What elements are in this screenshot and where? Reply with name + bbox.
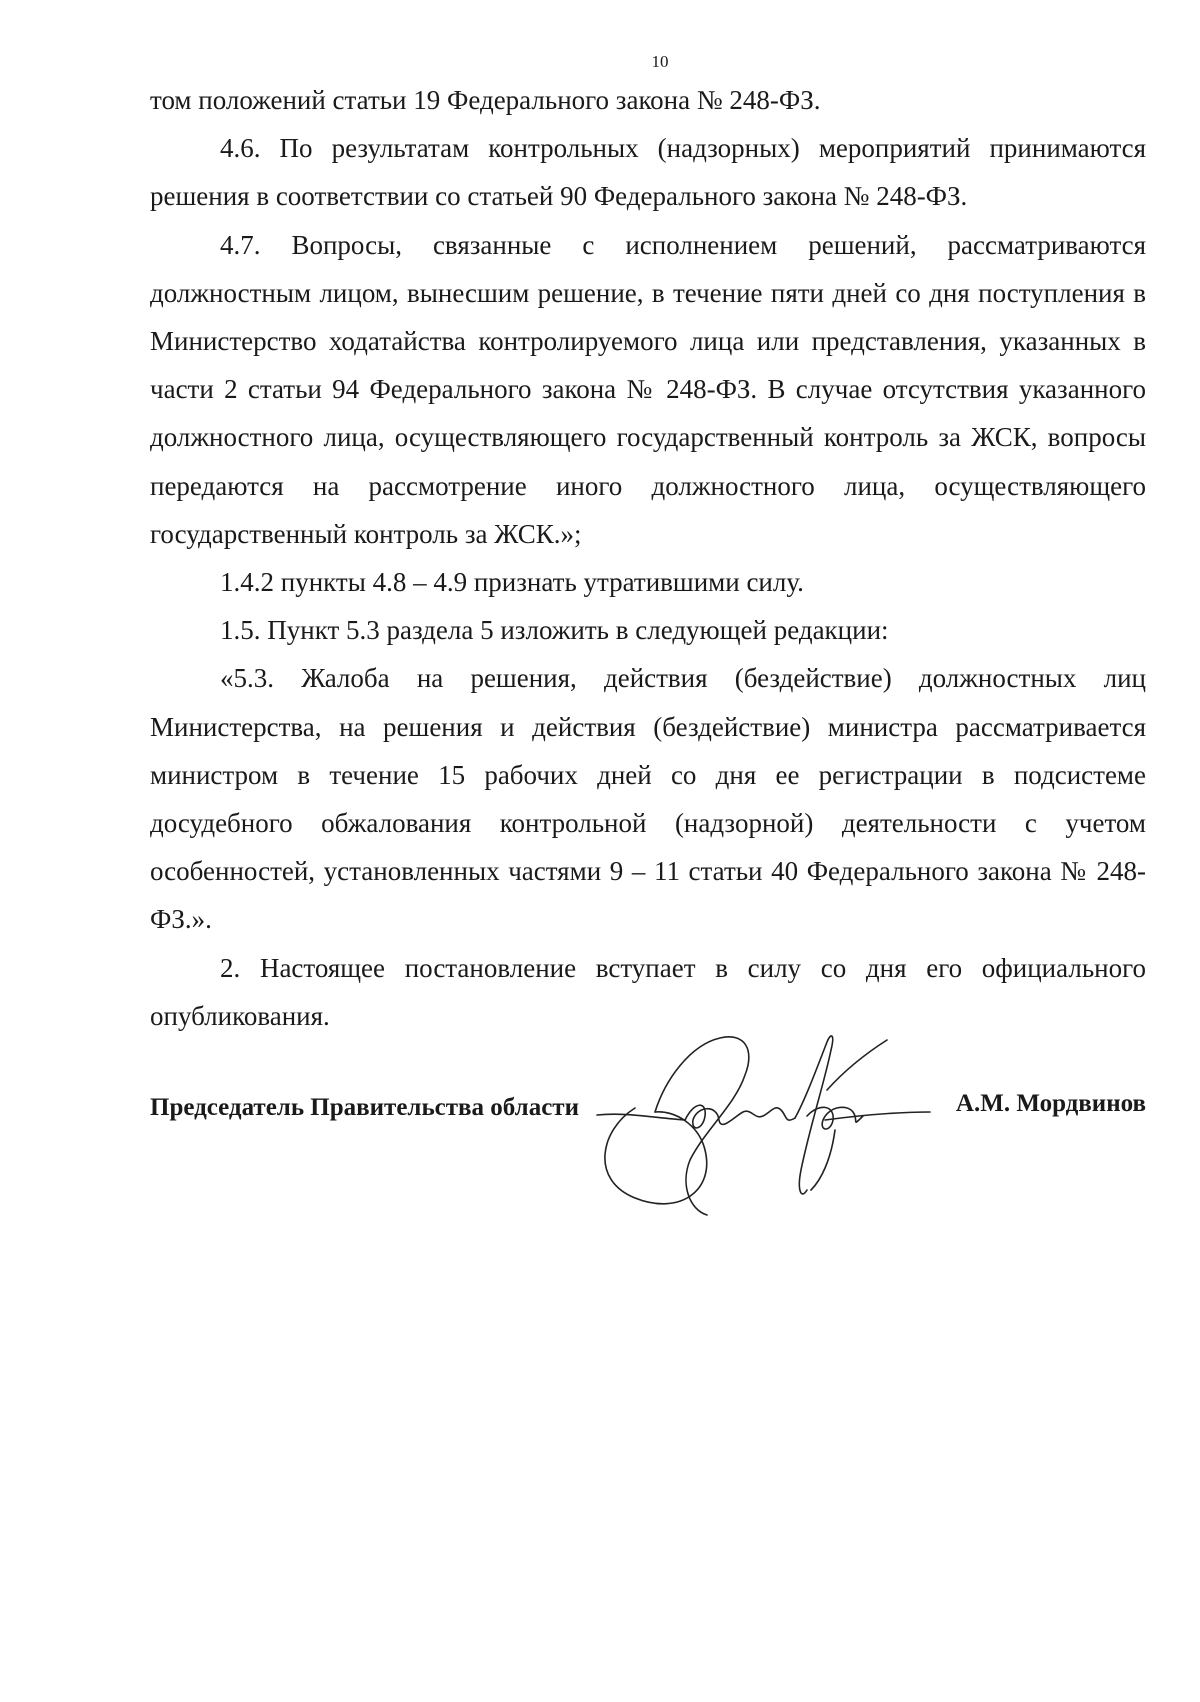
- paragraph-4-6: 4.6. По результатам контрольных (надзорных) мероприятий принимаются решения в соответствии со статьей 90 Федерального закона № 248-ФЗ.: [150, 133, 1146, 212]
- document-body: [150, 76, 1146, 1040]
- page-number: 10: [651, 52, 669, 71]
- handwritten-signature: [595, 1020, 955, 1230]
- signatory-role: Председатель Правительства области: [150, 1094, 579, 1121]
- paragraph-continuation: том положений статьи 19 Федерального закона № 248-ФЗ.: [150, 85, 821, 115]
- paragraph-1-5: 1.5. Пункт 5.3 раздела 5 изложить в следующей редакции:: [220, 615, 889, 646]
- paragraph-2: 2. Настоящее постановление вступает в силу со дня его официального опубликования.: [150, 952, 1146, 1031]
- signatory-name: А.М. Мордвинов: [955, 1090, 1146, 1117]
- paragraph-4-7: 4.7. Вопросы, связанные с исполнением решений, рассматриваются должностным лицом, вынесшим решение, в течение пяти дней со дня поступления в Министерство ходатайства контролируемого лица или представления, указанных в части 2 статьи 94 Федерального закона № 248-ФЗ. В случае отсутствия указанного должностного лица, осуществляющего государственный контроль за ЖСК, вопросы передаются на рассмотрение иного должностного лица, осуществляющего государственный контроль за ЖСК.»;: [150, 229, 1146, 549]
- paragraph-5-3: «5.3. Жалоба на решения, действия (бездействие) должностных лиц Министерства, на решения и действия (бездействие) министра рассматривается министром в течение 15 рабочих дней со дня ее регистрации в подсистеме досудебного обжалования контрольной (надзорной) деятельности с учетом особенностей, установленных частями 9 – 11 статьи 40 Федерального закона № 248-ФЗ.».: [150, 663, 1146, 935]
- paragraph-1-4-2: 1.4.2 пункты 4.8 – 4.9 признать утратившими силу.: [220, 567, 804, 598]
